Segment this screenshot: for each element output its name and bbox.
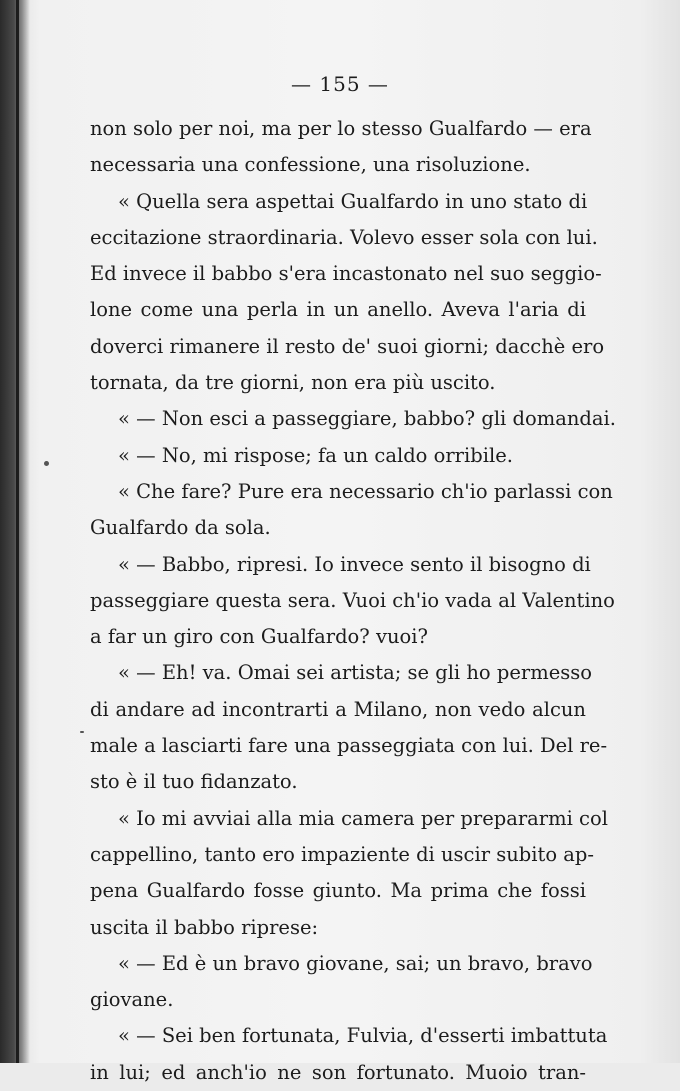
page-number: — 155 — — [291, 72, 389, 96]
text-line: cappellino, tanto ero impaziente di uscir subito ap- — [90, 842, 594, 866]
text-line: giovane. — [90, 988, 174, 1012]
text-line: lone come una perla in un anello. Aveva l'aria di — [90, 298, 586, 322]
text-line: uscita il babbo riprese: — [90, 915, 319, 939]
text-line: « Io mi avviai alla mia camera per prepararmi col — [118, 806, 608, 830]
text-line: in lui; ed anch'io ne son fortunato. Muoio tran- — [90, 1060, 586, 1084]
text-line: « — Eh! va. Omai sei artista; se gli ho permesso — [118, 661, 592, 685]
print-speck — [44, 461, 49, 466]
text-line: doverci rimanere il resto de' suoi giorni; dacchè ero — [90, 334, 605, 358]
text-line: « — Sei ben fortunata, Fulvia, d'esserti imbattuta — [118, 1024, 608, 1048]
text-line: pena Gualfardo fosse giunto. Ma prima che fossi — [90, 879, 586, 903]
text-line: di andare ad incontrarti a Milano, non vedo alcun — [90, 697, 586, 721]
text-line: Gualfardo da sola. — [90, 516, 271, 540]
text-line: « — Babbo, ripresi. Io invece sento il bisogno di — [118, 552, 591, 576]
book-spine-shadow — [0, 0, 30, 1063]
text-line: passeggiare questa sera. Vuoi ch'io vada al Valentino — [90, 588, 615, 612]
text-line: « Che fare? Pure era necessario ch'io parlassi con — [118, 479, 613, 503]
text-line: Ed invece il babbo s'era incastonato nel suo seggio- — [90, 262, 602, 286]
page-edge-line — [16, 0, 19, 1063]
body-text — [90, 111, 616, 1091]
text-line: male a lasciarti fare una passeggiata con lui. Del re- — [90, 734, 608, 758]
text-line: « — Ed è un bravo giovane, sai; un bravo, bravo — [118, 951, 593, 975]
text-line: eccitazione straordinaria. Volevo esser sola con lui. — [90, 225, 598, 249]
text-line: « Quella sera aspettai Gualfardo in uno stato di — [118, 189, 588, 213]
text-line: a far un giro con Gualfardo? vuoi? — [90, 625, 428, 649]
text-line: non solo per noi, ma per lo stesso Gualfardo — era — [90, 117, 592, 140]
text-line: sto è il tuo fidanzato. — [90, 770, 298, 794]
text-line: necessaria una confessione, una risoluzione. — [90, 153, 531, 177]
text-line: tornata, da tre giorni, non era più uscito. — [90, 371, 496, 395]
text-line: « — Non esci a passeggiare, babbo? gli domandai. — [118, 407, 616, 431]
print-speck — [80, 731, 84, 733]
text-line: « — No, mi rispose; fa un caldo orribile. — [118, 443, 513, 467]
